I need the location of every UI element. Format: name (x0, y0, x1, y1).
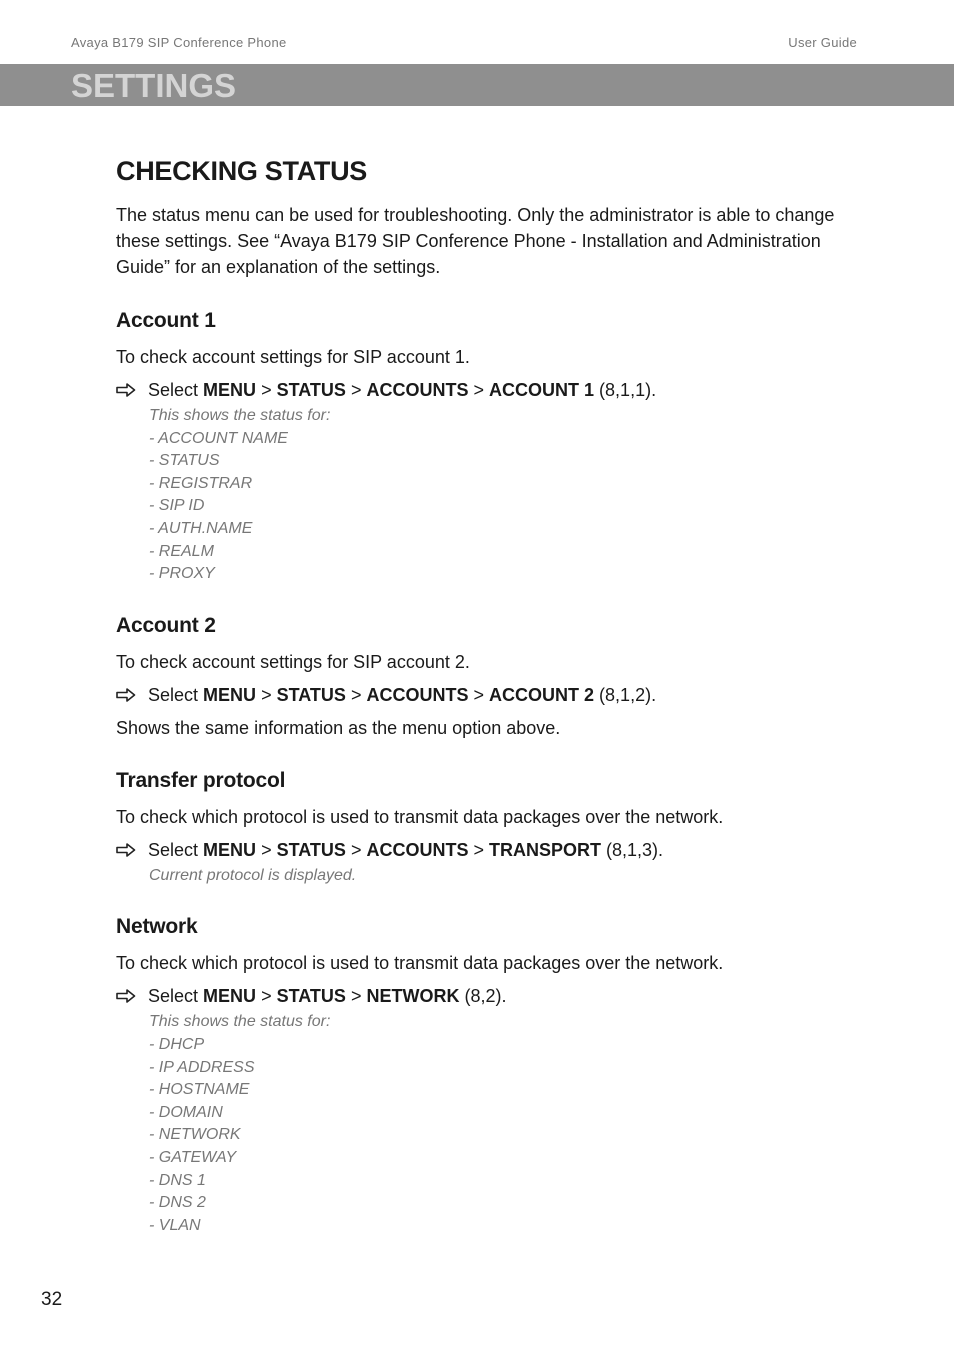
status-note-list (149, 405, 836, 586)
note-item: - DOMAIN (149, 1103, 223, 1121)
path-code: (8,2). (464, 986, 507, 1007)
menu-path (116, 377, 836, 403)
section-heading: Network (116, 915, 198, 939)
note-item: - REGISTRAR (149, 474, 253, 492)
path-target: ACCOUNT 2 (489, 684, 595, 705)
note-item: - DNS 2 (149, 1194, 206, 1212)
note-item: - DNS 1 (149, 1171, 206, 1189)
path-separator: > (350, 839, 362, 860)
path-target: ACCOUNT 1 (489, 380, 595, 400)
intro-paragraph: The status menu can be used for troubleshooting. Only the administrator is able to change these settings. See “Avaya B179 SIP Conference Phone - Installation and Administration Guide” for an explanation of the settings. (116, 205, 835, 277)
note-item: - SIP ID (149, 497, 205, 515)
menu-path (116, 983, 836, 1009)
path-separator: > (261, 684, 272, 705)
path-separator: > (350, 684, 362, 705)
path-code: (8,1,2). (599, 684, 657, 705)
note-item: - NETWORK (149, 1126, 241, 1144)
path-code: (8,1,1). (599, 380, 657, 400)
select-word: Select (148, 684, 199, 705)
section-description: To check account settings for SIP account 1. (116, 347, 470, 367)
arrow-right-icon (116, 843, 136, 857)
path-status: STATUS (276, 839, 346, 860)
path-target: NETWORK (366, 986, 460, 1007)
select-word: Select (148, 839, 199, 860)
path-status: STATUS (276, 986, 346, 1007)
path-status: STATUS (276, 684, 346, 705)
section-heading: Transfer protocol (116, 768, 286, 792)
path-separator: > (473, 380, 484, 400)
path-menu: MENU (203, 986, 257, 1007)
section-transfer-protocol (116, 766, 836, 888)
menu-path (116, 837, 836, 863)
note-item: This shows the status for: (149, 1013, 331, 1031)
chapter-title: SETTINGS (71, 67, 237, 104)
select-word: Select (148, 380, 199, 400)
page-title: CHECKING STATUS (116, 156, 367, 186)
note-item: - PROXY (149, 565, 215, 583)
chapter-band (0, 64, 954, 106)
note-item: - STATUS (149, 452, 220, 470)
section-followup: Shows the same information as the menu option above. (116, 717, 561, 738)
path-separator: > (261, 986, 272, 1007)
note-item: - IP ADDRESS (149, 1058, 255, 1076)
note-item: Current protocol is displayed. (149, 866, 357, 884)
path-accounts: ACCOUNTS (366, 839, 469, 860)
section-account-2 (116, 611, 836, 741)
menu-path (116, 682, 836, 708)
arrow-right-icon (116, 989, 136, 1003)
path-status: STATUS (276, 380, 346, 400)
select-word: Select (148, 986, 199, 1007)
header-product: Avaya B179 SIP Conference Phone (71, 35, 287, 50)
note-item: This shows the status for: (149, 407, 331, 424)
page-content (116, 152, 836, 1262)
note-item: - AUTH.NAME (149, 519, 253, 537)
header-doc-type: User Guide (788, 35, 857, 50)
section-account-1 (116, 306, 836, 586)
status-note-list (149, 865, 836, 888)
path-separator: > (350, 986, 362, 1007)
note-item: - HOSTNAME (149, 1081, 250, 1099)
arrow-right-icon (116, 688, 136, 702)
path-accounts: ACCOUNTS (366, 684, 469, 705)
section-description: To check which protocol is used to transmit data packages over the network. (116, 953, 724, 974)
note-item: - ACCOUNT NAME (149, 429, 288, 447)
note-item: - DHCP (149, 1035, 205, 1053)
note-item: - GATEWAY (149, 1148, 237, 1166)
path-accounts: ACCOUNTS (366, 380, 469, 400)
section-heading: Account 2 (116, 613, 216, 637)
section-network (116, 912, 836, 1237)
status-note-list (149, 1011, 836, 1237)
note-item: - VLAN (149, 1216, 201, 1234)
note-item: - REALM (149, 542, 214, 560)
path-menu: MENU (203, 380, 257, 400)
arrow-right-icon (116, 383, 136, 397)
path-code: (8,1,3). (606, 839, 664, 860)
path-separator: > (261, 380, 272, 400)
section-description: To check which protocol is used to transmit data packages over the network. (116, 806, 724, 827)
path-separator: > (261, 839, 272, 860)
path-separator: > (350, 380, 362, 400)
path-menu: MENU (203, 839, 257, 860)
path-separator: > (473, 684, 484, 705)
path-target: TRANSPORT (489, 839, 602, 860)
page-number: 32 (41, 1289, 63, 1310)
section-description: To check account settings for SIP account 2. (116, 651, 470, 672)
running-header (71, 35, 857, 50)
path-separator: > (473, 839, 484, 860)
path-menu: MENU (203, 684, 257, 705)
section-heading: Account 1 (116, 309, 216, 332)
